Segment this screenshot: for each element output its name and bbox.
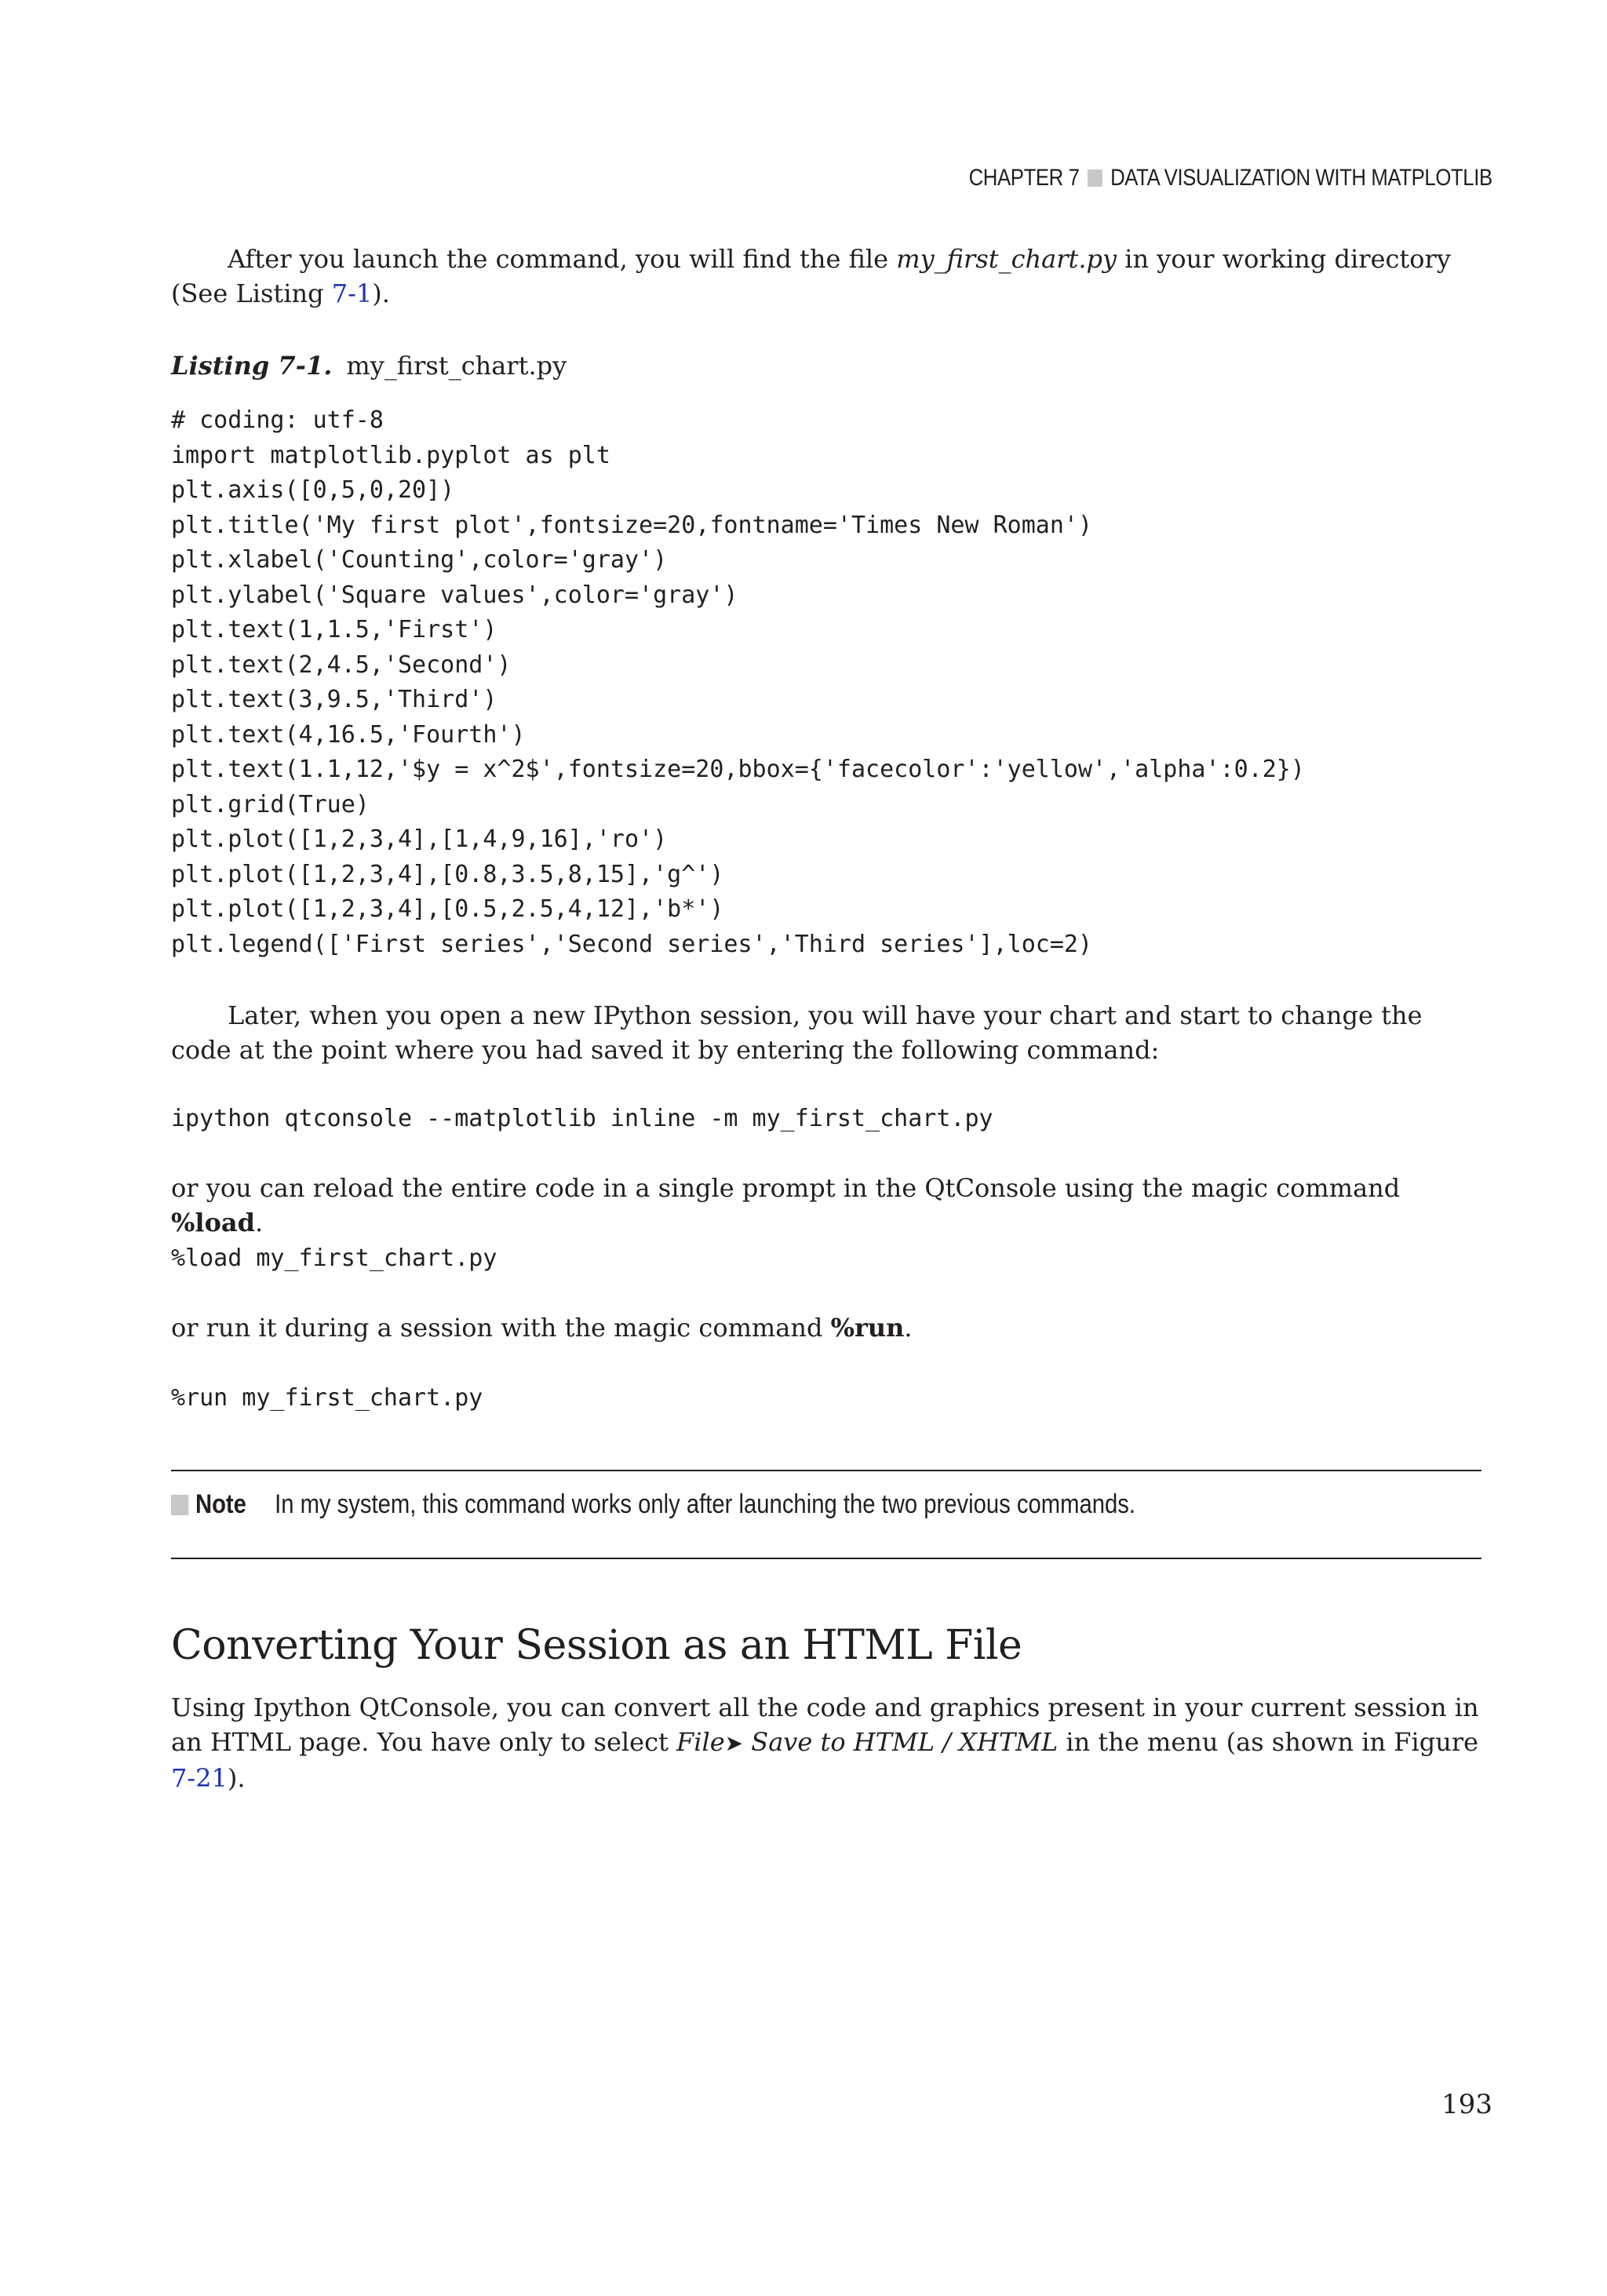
code-line: plt.text(1.1,12,'$y = x^2$',fontsize=20,bbox={'facecolor':'yellow','alpha':0.2}): [171, 756, 1305, 783]
code-line: plt.text(2,4.5,'Second'): [171, 651, 512, 679]
code-line: plt.plot([1,2,3,4],[1,4,9,16],'ro'): [171, 825, 668, 853]
code-line: # coding: utf-8: [171, 406, 384, 434]
page-number: 193: [1441, 2089, 1492, 2120]
intro-filename: my_first_chart.py: [896, 244, 1117, 274]
code-line: plt.legend(['First series','Second series','Third series'],loc=2): [171, 930, 1092, 958]
code-line: plt.grid(True): [171, 790, 370, 818]
code-listing: [171, 403, 1305, 962]
code-line: plt.text(3,9.5,'Third'): [171, 686, 497, 713]
menu-save-html: Save to HTML / XHTML: [751, 1727, 1059, 1757]
code-line: plt.ylabel('Square values',color='gray'): [171, 581, 738, 609]
load-magic: %load: [171, 1208, 256, 1237]
reload-end: .: [255, 1208, 264, 1237]
running-header: [969, 165, 1492, 191]
final-text-2: in the menu (as shown in Figure: [1058, 1727, 1479, 1757]
intro-text-3: ).: [372, 279, 390, 308]
note-text: In my system, this command works only after launching the two previous commands.: [275, 1489, 1136, 1519]
listing-label: Listing 7-1.: [171, 351, 333, 381]
chapter-title: DATA VISUALIZATION WITH MATPLOTLIB: [1110, 165, 1492, 191]
section-heading: Converting Your Session as an HTML File: [171, 1622, 1022, 1669]
figure-ref-link[interactable]: 7-21: [171, 1763, 228, 1793]
final-paragraph: [171, 1690, 1481, 1795]
listing-ref-link[interactable]: 7-1: [331, 279, 373, 308]
intro-text: After you launch the command, you will find the file: [228, 244, 897, 274]
run-magic: %run: [830, 1313, 905, 1343]
code-line: import matplotlib.pyplot as plt: [171, 441, 610, 469]
run-paragraph: [171, 1310, 1481, 1345]
note-square-icon: [171, 1495, 188, 1515]
run-text: or run it during a session with the magic command: [171, 1313, 831, 1343]
note-label: Note: [195, 1489, 246, 1519]
intro-text-2: in your working directory (See Listing: [171, 244, 1451, 308]
code-line: plt.text(4,16.5,'Fourth'): [171, 720, 526, 749]
listing-caption: [171, 348, 567, 383]
later-paragraph: Later, when you open a new IPython session, you will have your chart and start to change the code at the point where you had saved it by entering the following command:: [171, 1000, 1423, 1065]
code-line: plt.xlabel('Counting',color='gray'): [171, 546, 668, 574]
note-box: [171, 1489, 1135, 1520]
code-line: plt.plot([1,2,3,4],[0.5,2.5,4,12],'b*'): [171, 895, 724, 923]
menu-arrow-icon: ➤: [724, 1730, 744, 1756]
reload-text: or you can reload the entire code in a single prompt in the QtConsole using the magic command: [171, 1173, 1401, 1203]
code-line: plt.title('My first plot',fontsize=20,fontname='Times New Roman'): [171, 511, 1092, 539]
final-text: Using Ipython QtConsole, you can convert all the code and graphics present in your current session in an HTML page. You have only to select: [171, 1693, 1479, 1757]
note-top-rule: [171, 1470, 1481, 1471]
intro-paragraph: [171, 242, 1481, 311]
header-square-icon: [1088, 169, 1102, 187]
menu-file: File: [676, 1727, 725, 1757]
command-run: %run my_first_chart.py: [171, 1384, 483, 1412]
code-line: plt.plot([1,2,3,4],[0.8,3.5,8,15],'g^'): [171, 860, 724, 888]
run-end: .: [904, 1313, 913, 1343]
chapter-label: CHAPTER 7: [968, 165, 1080, 191]
code-line: plt.axis([0,5,0,20]): [171, 476, 455, 504]
command-load: %load my_first_chart.py: [171, 1245, 497, 1272]
note-bottom-rule: [171, 1558, 1481, 1559]
listing-name: my_first_chart.py: [346, 351, 567, 381]
reload-paragraph: [171, 1171, 1481, 1240]
command-ipython: ipython qtconsole --matplotlib inline -m my_first_chart.py: [171, 1105, 993, 1132]
code-line: plt.text(1,1.5,'First'): [171, 616, 497, 643]
final-text-3: ).: [227, 1763, 246, 1793]
